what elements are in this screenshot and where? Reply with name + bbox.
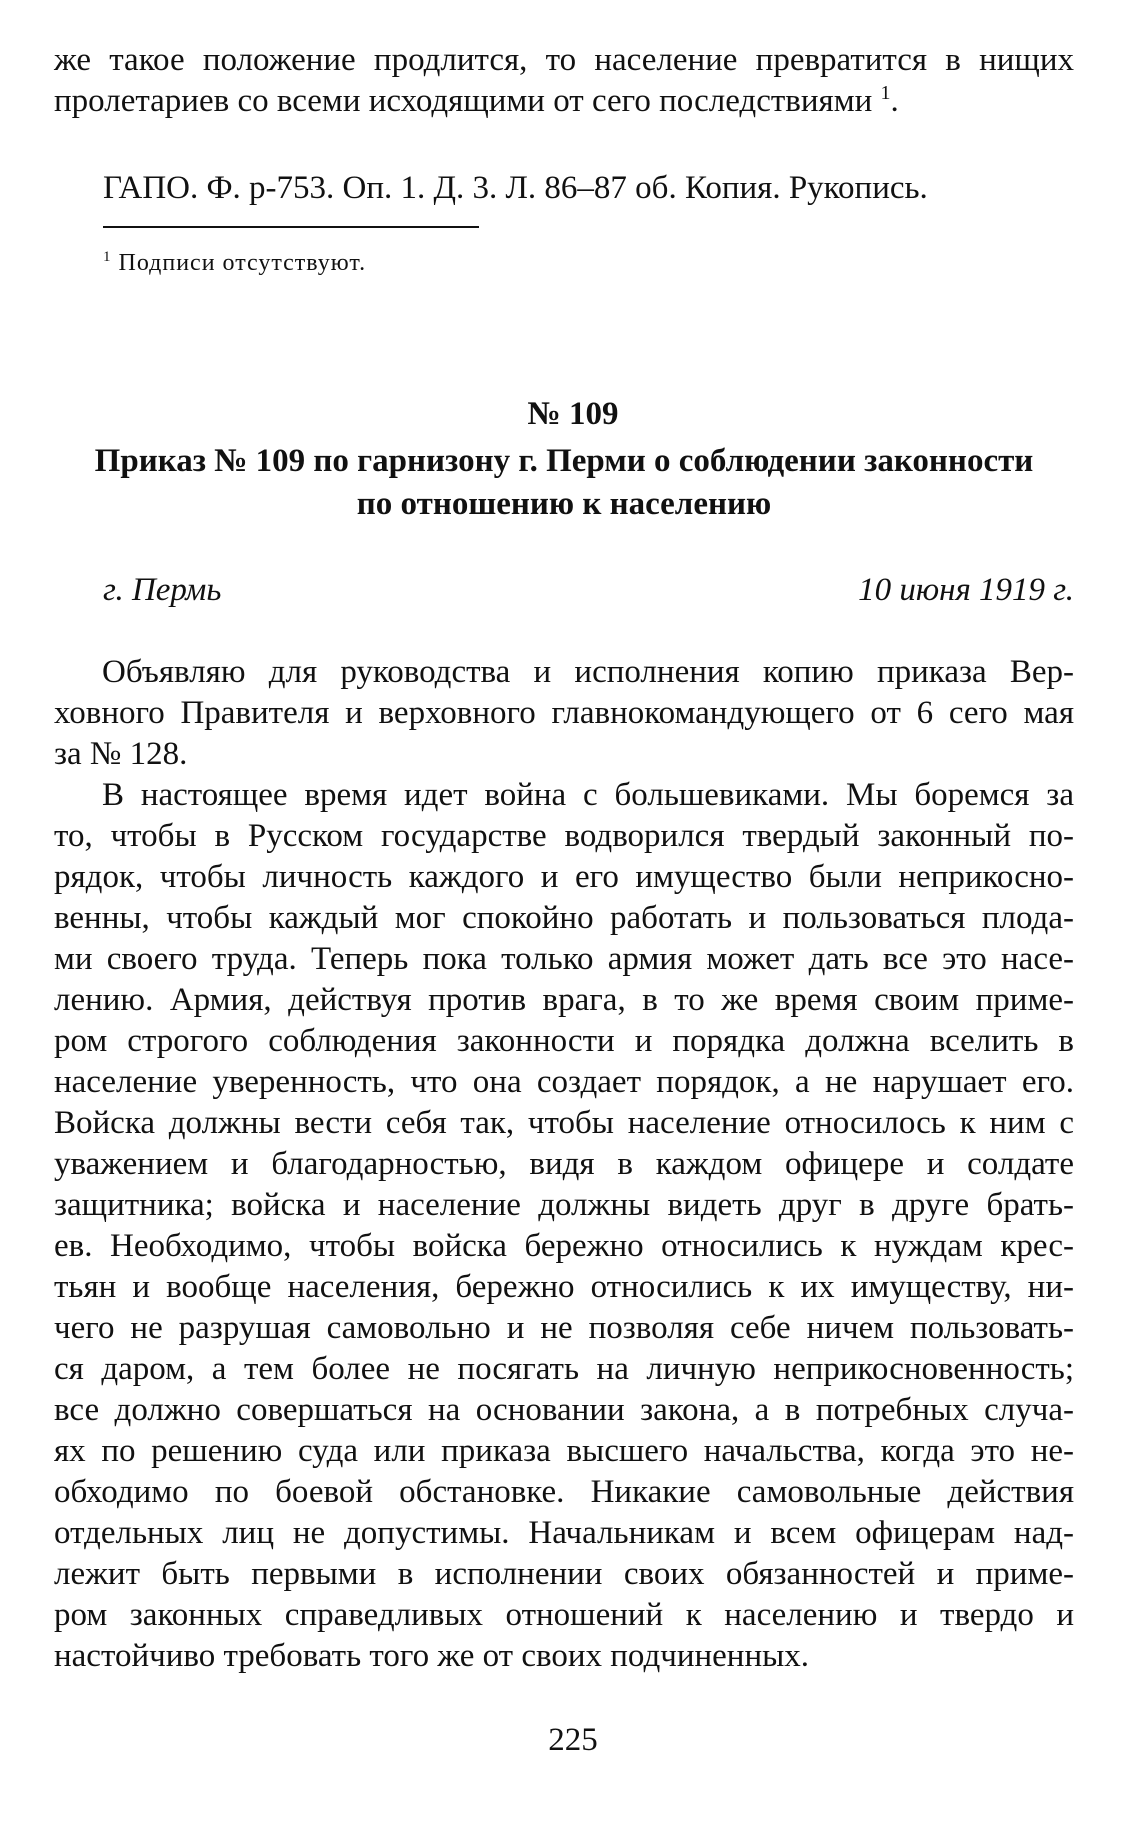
text-line: все должно совершаться на основании закона, а в потребных случа- bbox=[54, 1392, 1074, 1428]
text-line: чего не разрушая самовольно и не позволяя себе ничем пользовать- bbox=[54, 1310, 1074, 1346]
text-line: уважением и благодарностью, видя в каждом офицере и солдате bbox=[54, 1146, 1074, 1182]
text-line: защитника; войска и население должны видеть друг в друге брать- bbox=[54, 1187, 1074, 1223]
text-line: ев. Необходимо, чтобы войска бережно относились к нуждам крес- bbox=[54, 1228, 1074, 1264]
document-number: № 109 bbox=[527, 396, 619, 432]
text-line: лению. Армия, действуя против врага, в то же время своим приме- bbox=[54, 982, 1074, 1018]
paragraph-1 bbox=[54, 652, 1074, 775]
text-line: население уверенность, что она создает порядок, а не нарушает его. bbox=[54, 1064, 1074, 1100]
document-title-line: Приказ № 109 по гарнизону г. Перми о соблюдении законности bbox=[94, 443, 1034, 479]
text-line: ми своего труда. Теперь пока только армия может дать все это насе- bbox=[54, 941, 1074, 977]
text-line: ром строгого соблюдения законности и порядка должна вселить в bbox=[54, 1023, 1074, 1059]
footnote bbox=[103, 248, 366, 278]
footnote-number: 1 bbox=[103, 249, 112, 265]
document-place: г. Пермь bbox=[103, 572, 222, 608]
text-line: за № 128. bbox=[54, 736, 188, 772]
text-line: В настоящее время идет война с большевиками. Мы боремся за bbox=[102, 777, 1074, 813]
text-line bbox=[54, 81, 1074, 122]
end-punctuation: . bbox=[890, 83, 899, 119]
text-line: ховного Правителя и верховного главнокомандующего от 6 сего мая bbox=[54, 695, 1074, 731]
text-line: отдельных лиц не допустимы. Начальникам и всем офицерам над- bbox=[54, 1515, 1074, 1551]
text-line: рядок, чтобы личность каждого и его имущество были неприкосно- bbox=[54, 859, 1074, 895]
text-line: обходимо по боевой обстановке. Никакие самовольные действия bbox=[54, 1474, 1074, 1510]
text-line: тьян и вообще населения, бережно относились к их имуществу, ни- bbox=[54, 1269, 1074, 1305]
footnote-divider bbox=[103, 226, 479, 228]
page-number: 225 bbox=[548, 1722, 598, 1758]
text-line: же такое положение продлится, то население превратится в нищих bbox=[54, 42, 1074, 78]
text-line: Войска должны вести себя так, чтобы население относилось к ним с bbox=[54, 1105, 1074, 1141]
document-title bbox=[54, 440, 1074, 526]
archive-reference: ГАПО. Ф. р-753. Оп. 1. Д. 3. Л. 86–87 об. Копия. Рукопись. bbox=[103, 170, 928, 206]
text-line: ях по решению суда или приказа высшего начальства, когда это не- bbox=[54, 1433, 1074, 1469]
text-line: венны, чтобы каждый мог спокойно работать и пользоваться плода- bbox=[54, 900, 1074, 936]
footnote-text: Подписи отсутствуют. bbox=[118, 250, 367, 276]
continuation-text bbox=[54, 40, 1074, 122]
paragraph-2 bbox=[54, 775, 1074, 1677]
document-date: 10 июня 1919 г. bbox=[858, 572, 1074, 608]
text-line: настойчиво требовать того же от своих подчиненных. bbox=[54, 1638, 810, 1674]
text-line: то, чтобы в Русском государстве водворился твердый законный по- bbox=[54, 818, 1074, 854]
text-line: лежит быть первыми в исполнении своих обязанностей и приме- bbox=[54, 1556, 1074, 1592]
text-line: Объявляю для руководства и исполнения копию приказа Вер- bbox=[102, 654, 1074, 690]
text-line: ром законных справедливых отношений к населению и твердо и bbox=[54, 1597, 1074, 1633]
document-title-line: по отношению к населению bbox=[356, 486, 772, 522]
text-line-content: пролетариев со всеми исходящими от сего последствиями bbox=[54, 83, 873, 119]
footnote-marker: 1 bbox=[880, 82, 891, 104]
text-line: ся даром, а тем более не посягать на личную неприкосновенность; bbox=[54, 1351, 1074, 1387]
